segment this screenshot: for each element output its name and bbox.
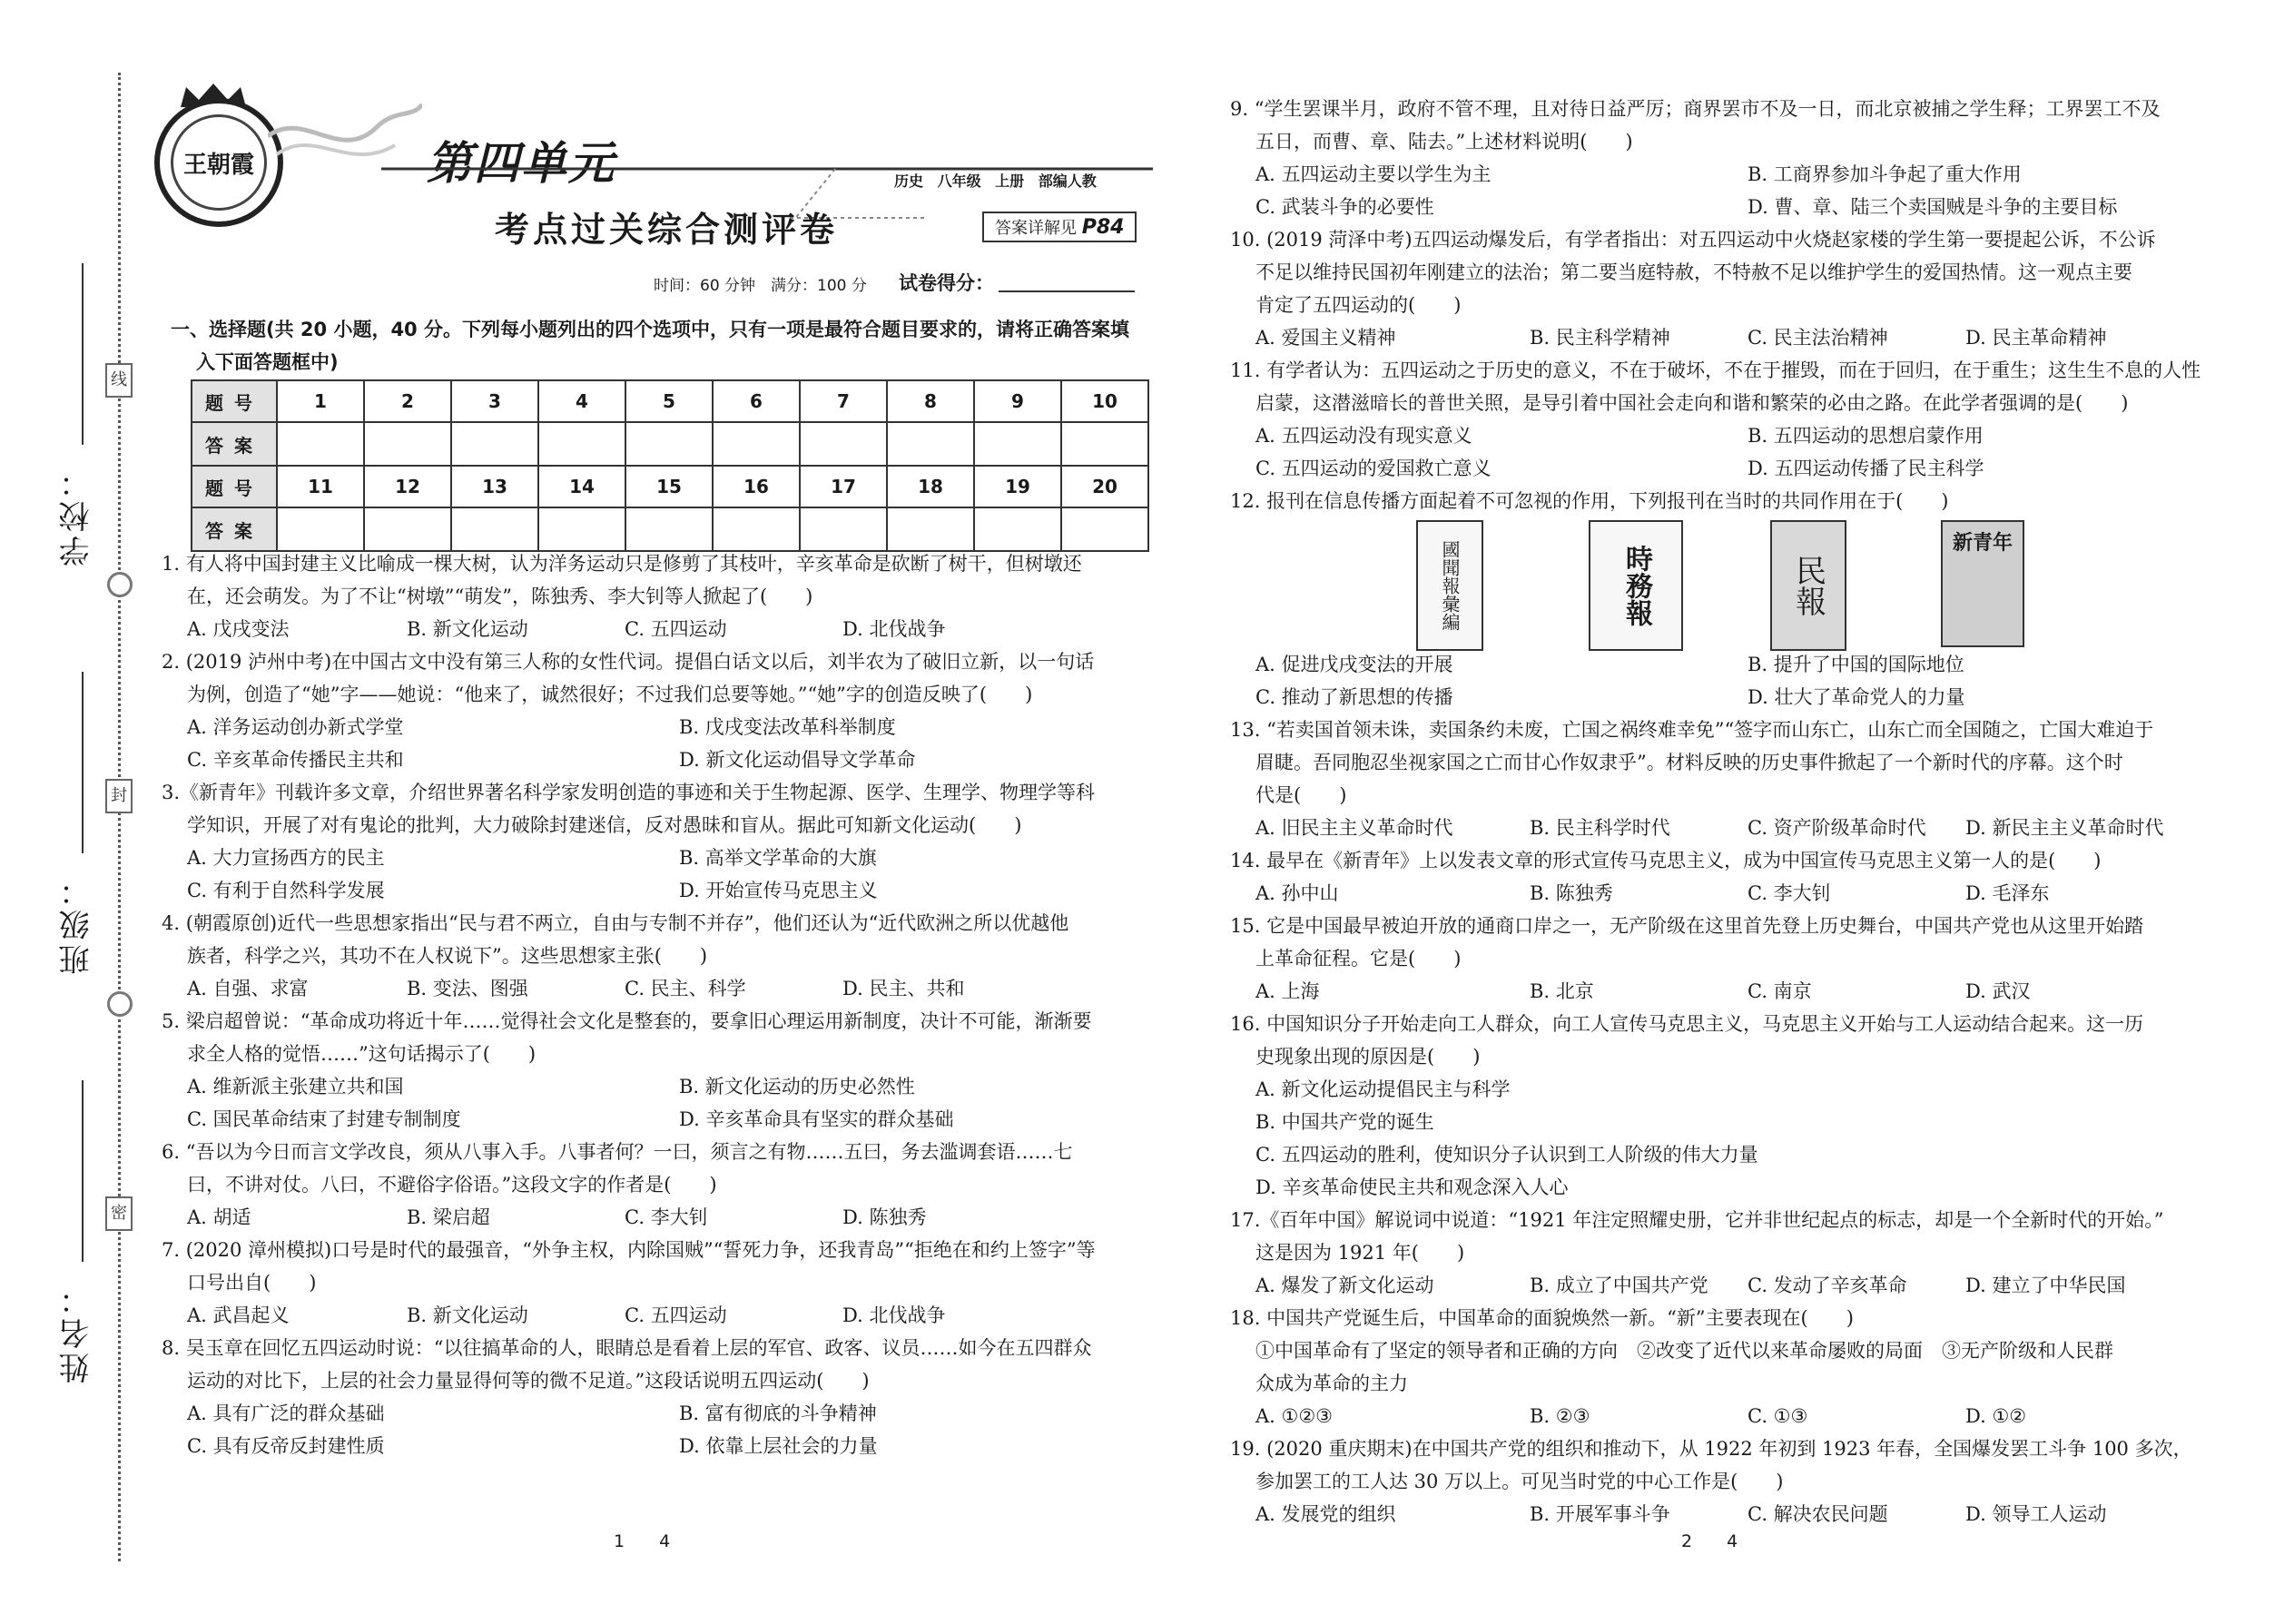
name-field-label: 姓名：: [59, 1280, 95, 1383]
options: [1230, 452, 2260, 485]
option[interactable]: A. 促进戊戌变法的开展: [1255, 654, 1453, 675]
option[interactable]: B. 新文化运动: [407, 1304, 528, 1326]
question-19: 19. (2020 重庆期末)在中国共产党的组织和推动下，从 1922 年初到 1923 年春，全国爆发罢工斗争 100 多次， 参加罢工的工人达 30 万以上。可见当时党的中心工作是( ): [1230, 1438, 2192, 1492]
option[interactable]: B. 民主科学时代: [1530, 817, 1670, 839]
answer-cell[interactable]: [277, 422, 364, 466]
question-7: 7. (2020 漳州模拟)口号是时代的最强音，“外争主权，内除国贼”“誓死力争，还我青岛”“拒绝在和约上签字”等 口号出自( ): [162, 1239, 1096, 1294]
answer-cell[interactable]: [974, 422, 1061, 466]
grid-label: 答案: [192, 422, 277, 466]
options: [1230, 1171, 2260, 1204]
option[interactable]: B. 五四运动的思想启蒙作用: [1748, 425, 1984, 447]
option[interactable]: D. 建立了中华民国: [1965, 1275, 2126, 1296]
question-15: 15. 它是中国最早被迫开放的通商口岸之一，无产阶级在这里首先登上历史舞台，中国共产党也从这里开始踏 上革命征程。它是( ): [1230, 915, 2144, 969]
grid-number: 9: [974, 380, 1061, 422]
school-field-label: 学校：: [59, 463, 95, 566]
grid-number: 16: [713, 466, 800, 507]
grid-number: 14: [538, 466, 625, 507]
answer-cell[interactable]: [625, 507, 713, 551]
options: [1230, 812, 2260, 844]
newspaper-guowen: 國聞報彙編: [1416, 520, 1483, 651]
left-column: [162, 547, 1187, 1462]
option[interactable]: A. 爆发了新文化运动: [1255, 1275, 1434, 1296]
cut-line: [118, 73, 121, 1561]
option[interactable]: A. 发展党的组织: [1255, 1503, 1396, 1525]
binding-strip: [0, 0, 136, 1624]
option[interactable]: D. 北伐战争: [842, 1304, 946, 1326]
option[interactable]: C. 解决农民问题: [1748, 1503, 1888, 1525]
option[interactable]: D. 民主、共和: [842, 978, 965, 999]
option[interactable]: D. 新民主主义革命时代: [1965, 817, 2164, 839]
score-blank: [999, 290, 1135, 292]
publisher-logo: [154, 98, 283, 227]
option[interactable]: A. 旧民主主义革命时代: [1255, 817, 1453, 839]
option[interactable]: A. 自强、求富: [187, 978, 309, 999]
option[interactable]: C. 辛亥革命传播民主共和: [187, 749, 404, 771]
options: [1230, 1073, 2260, 1106]
newspaper-xinqingnian: 新青年: [1941, 520, 2024, 647]
option[interactable]: D. ①②: [1965, 1405, 2027, 1427]
question-4: 4. (朝霞原创)近代一些思想家指出“民与君不两立，自由与专制不并存”，他们还认为“近代欧洲之所以优越他 族者，科学之兴，其功不在人权说下”。这些思想家主张( ): [162, 912, 1069, 967]
options: [1230, 158, 2260, 191]
option[interactable]: C. 五四运动的爱国救亡意义: [1255, 458, 1492, 479]
option[interactable]: D. 五四运动传播了民主科学: [1748, 458, 1984, 479]
question-6: 6. “吾以为今日而言文学改良，须从八事入手。八事者何？一曰，须言之有物……五曰，务去滥调套语……七 曰，不讲对仗。八曰，不避俗字俗语。”这段文字的作者是( ): [162, 1141, 1073, 1196]
grid-number: 20: [1061, 466, 1148, 507]
options: [162, 1299, 1187, 1332]
option[interactable]: C. 发动了辛亥革命: [1748, 1275, 1907, 1296]
option[interactable]: C. 资产阶级革命时代: [1748, 817, 1926, 839]
option[interactable]: D. 曹、章、陆三个卖国贼是斗争的主要目标: [1748, 196, 2118, 218]
option[interactable]: B. 民主科学精神: [1530, 327, 1670, 349]
option[interactable]: A. 戊戌变法: [187, 618, 290, 640]
logo-text: 王朝霞: [171, 114, 267, 211]
answer-cell[interactable]: [277, 507, 364, 551]
exam-subtitle: 考点过关综合测评卷: [495, 209, 839, 250]
answer-cell[interactable]: [451, 507, 538, 551]
option[interactable]: B. 变法、图强: [407, 978, 528, 999]
seal-char: 封: [105, 779, 133, 813]
answer-cell[interactable]: [713, 422, 800, 466]
question-17: 17.《百年中国》解说词中说道：“1921 年注定照耀史册，它并非世纪起点的标志，却是一个全新时代的开始。” 这是因为 1921 年( ): [1230, 1209, 2164, 1264]
option[interactable]: A. 武昌起义: [187, 1304, 290, 1326]
options: [162, 711, 1187, 743]
options: [1230, 681, 2260, 714]
page-number: 1 4: [614, 1531, 671, 1551]
option[interactable]: B. 梁启超: [407, 1206, 490, 1228]
answer-cell[interactable]: [538, 507, 625, 551]
grid-number: 10: [1061, 380, 1148, 422]
course-meta: 历史 八年级 上册 部编人教: [894, 172, 1097, 190]
options: [1230, 1106, 2260, 1138]
newspaper-shiwu: 時務報: [1589, 520, 1683, 651]
option[interactable]: C. 五四运动: [625, 1304, 727, 1326]
option[interactable]: B. 新文化运动的历史必然性: [679, 1076, 915, 1097]
options: [1230, 191, 2260, 223]
option[interactable]: C. 国民革命结束了封建专制制度: [187, 1108, 461, 1130]
grid-label: 题号: [192, 380, 277, 422]
option[interactable]: D. 开始宣传马克思主义: [679, 880, 878, 901]
question-3: 3.《新青年》刊载许多文章，介绍世界著名科学家发明创造的事迹和关于生物起源、医学、生理学、物理学等科 学知识，开展了对有鬼论的批判，大力破除封建迷信，反对愚昧和盲从。据此可知新文化运动( ): [162, 782, 1096, 836]
answer-grid: [191, 379, 1149, 552]
grid-answer-row: [192, 422, 1148, 466]
question-2: 2. (2019 泸州中考)在中国古文中没有第三人称的女性代词。提倡白话文以后，刘半农为了破旧立新，以一句话 为例，创造了“她”字——她说：“他来了，诚然很好；不过我们总要等她。”“她”字的创造反映了( ): [162, 651, 1095, 705]
score-label: 试卷得分：: [899, 272, 994, 294]
option[interactable]: C. 有利于自然科学发展: [187, 880, 385, 901]
grid-number: 19: [974, 466, 1061, 507]
option[interactable]: C. 李大钊: [625, 1206, 708, 1228]
question-5: 5. 梁启超曾说：“革命成功将近十年……觉得社会文化是整套的，要拿旧心理运用新制度，决计不可能，渐渐要 求全人格的觉悟……”这句话揭示了( ): [162, 1010, 1092, 1065]
grid-answer-row: [192, 507, 1148, 551]
option[interactable]: B. 开展军事斗争: [1530, 1503, 1670, 1525]
grid-number: 8: [887, 380, 974, 422]
option[interactable]: D. 依靠上层社会的力量: [679, 1435, 878, 1457]
option[interactable]: B. 陈独秀: [1530, 882, 1613, 904]
option[interactable]: A. 具有广泛的群众基础: [187, 1403, 385, 1424]
seal-char: 线: [105, 363, 133, 398]
answer-cell[interactable]: [538, 422, 625, 466]
option[interactable]: A. 洋务运动创办新式学堂: [187, 716, 404, 738]
right-column: [1230, 93, 2260, 1530]
options: [1230, 648, 2260, 681]
option[interactable]: A. 维新派主张建立共和国: [187, 1076, 404, 1097]
option[interactable]: B. 北京: [1530, 980, 1594, 1002]
answer-cell[interactable]: [625, 422, 713, 466]
answer-cell[interactable]: [364, 422, 451, 466]
options: [1230, 1269, 2260, 1302]
option[interactable]: C. 南京: [1748, 980, 1812, 1002]
answer-cell[interactable]: [713, 507, 800, 551]
option[interactable]: C. 五四运动的胜利，使知识分子认识到工人阶级的伟大力量: [1255, 1144, 1758, 1166]
grid-number: 4: [538, 380, 625, 422]
grid-number: 3: [451, 380, 538, 422]
grid-number: 15: [625, 466, 713, 507]
option[interactable]: D. 武汉: [1965, 980, 2031, 1002]
options: [1230, 1138, 2260, 1171]
grid-number: 2: [364, 380, 451, 422]
option[interactable]: A. 新文化运动提倡民主与科学: [1255, 1078, 1511, 1100]
question-16: 16. 中国知识分子开始走向工人群众，向工人宣传马克思主义，马克思主义开始与工人运动结合起来。这一历 史现象出现的原因是( ): [1230, 1013, 2144, 1068]
question-8: 8. 吴玉章在回忆五四运动时说：“以往搞革命的人，眼睛总是看着上层的军官、政客、议员……如今在五四群众 运动的对比下，上层的社会力量显得何等的微不足道。”这段话说明五四运动( ): [162, 1337, 1092, 1392]
options: [1230, 1400, 2260, 1432]
option[interactable]: D. 民主革命精神: [1965, 327, 2107, 349]
question-1: 1. 有人将中国封建主义比喻成一棵大树，认为洋务运动只是修剪了其枝叶，辛亥革命是砍断了树干，但树墩还 在，还会萌发。为了不让“树墩”“萌发”，陈独秀、李大钊等人掀起了( ): [162, 553, 1082, 607]
option[interactable]: A. 上海: [1255, 980, 1320, 1002]
time-score-info: 时间：60 分钟 满分：100 分: [654, 277, 867, 295]
option[interactable]: A. 爱国主义精神: [1255, 327, 1396, 349]
option[interactable]: D. 新文化运动倡导文学革命: [679, 749, 916, 771]
option[interactable]: D. 辛亥革命使民主共和观念深入人心: [1255, 1176, 1569, 1198]
unit-title: 第四单元: [427, 137, 615, 190]
grid-number-row: [192, 466, 1148, 507]
option[interactable]: C. 民主法治精神: [1748, 327, 1888, 349]
answer-ref-prefix: 答案详解见: [995, 219, 1077, 238]
option[interactable]: A. ①②③: [1255, 1405, 1333, 1427]
option[interactable]: C. 民主、科学: [625, 978, 746, 999]
question-18: 18. 中国共产党诞生后，中国革命的面貌焕然一新。“新”主要表现在( ) ①中国革命有了坚定的领导者和正确的方向 ②改变了近代以来革命屡败的局面 ③无产阶级和人民群 众成为革命的主力: [1230, 1307, 2113, 1394]
answer-cell[interactable]: [1061, 507, 1148, 551]
options: [162, 613, 1187, 645]
option[interactable]: B. 工商界参加斗争起了重大作用: [1748, 163, 2022, 185]
option[interactable]: C. 武装斗争的必要性: [1255, 196, 1434, 218]
option[interactable]: D. 陈独秀: [842, 1206, 927, 1228]
answer-ref-page: P84: [1081, 216, 1125, 239]
question-9: 9. “学生罢课半月，政府不管不理，且对待日益严厉；商界罢市不及一日，而北京被捕之学生释；工界罢工不及 五日，而曹、章、陆去。”上述材料说明( ): [1230, 98, 2161, 153]
question-10: 10. (2019 菏泽中考)五四运动爆发后，有学者指出：对五四运动中火烧赵家楼的学生第一要提起公诉，不公诉 不足以维持民国初年刚建立的法治；第二要当庭特赦，不特赦不足以维护学生的爱国热情。这一观点主要 肯定了五四运动的( ): [1230, 229, 2156, 316]
option[interactable]: A. 五四运动主要以学生为主: [1255, 163, 1492, 185]
answer-cell[interactable]: [451, 422, 538, 466]
answer-cell[interactable]: [364, 507, 451, 551]
newspaper-images: [1230, 517, 2260, 648]
option[interactable]: A. 大力宣扬西方的民主: [187, 847, 385, 869]
option[interactable]: B. 成立了中国共产党: [1530, 1275, 1708, 1296]
option[interactable]: B. 新文化运动: [407, 618, 528, 640]
answer-cell[interactable]: [1061, 422, 1148, 466]
question-12: 12. 报刊在信息传播方面起着不可忽视的作用，下列报刊在当时的共同作用在于( ): [1230, 490, 1949, 512]
question-11: 11. 有学者认为：五四运动之于历史的意义，不在于破坏，不在于摧毁，而在于回归，在于重生；这生生不息的人性 启蒙，这潜滋暗长的普世关照，是导引着中国社会走向和谐和繁荣的必由之路。在此学者强调的是( ): [1230, 359, 2201, 414]
section-title: 一、选择题(共 20 小题，40 分。下列每小题列出的四个选项中，只有一项是最符合题目要求的，请将正确答案填 入下面答题框中): [171, 319, 1129, 373]
options: [162, 743, 1187, 776]
option[interactable]: D. 领导工人运动: [1965, 1503, 2107, 1525]
options: [1230, 419, 2260, 452]
answer-cell[interactable]: [887, 422, 974, 466]
options: [162, 1430, 1187, 1462]
option[interactable]: B. 富有彻底的斗争精神: [679, 1403, 877, 1424]
options: [1230, 877, 2260, 910]
option[interactable]: D. 壮大了革命党人的力量: [1748, 686, 1965, 708]
options: [162, 1070, 1187, 1103]
grid-number: 18: [887, 466, 974, 507]
option[interactable]: A. 胡适: [187, 1206, 251, 1228]
option[interactable]: A. 五四运动没有现实意义: [1255, 425, 1472, 447]
option[interactable]: C. 推动了新思想的传播: [1255, 686, 1453, 708]
seal-char: 密: [105, 1196, 133, 1231]
school-field-line: [82, 263, 84, 445]
grid-label: 答案: [192, 507, 277, 551]
option[interactable]: B. 提升了中国的国际地位: [1748, 654, 1964, 675]
options: [162, 1103, 1187, 1136]
answer-cell[interactable]: [800, 422, 887, 466]
grid-number: 5: [625, 380, 713, 422]
grid-number: 1: [277, 380, 364, 422]
grid-number: 11: [277, 466, 364, 507]
option[interactable]: B. ②③: [1530, 1405, 1590, 1427]
answer-cell[interactable]: [800, 507, 887, 551]
grid-number: 7: [800, 380, 887, 422]
answer-cell[interactable]: [887, 507, 974, 551]
grid-number: 13: [451, 466, 538, 507]
answer-reference: [982, 212, 1137, 242]
option[interactable]: C. 具有反帝反封建性质: [187, 1435, 385, 1457]
option[interactable]: B. 中国共产党的诞生: [1255, 1111, 1434, 1133]
options: [162, 1397, 1187, 1430]
option[interactable]: C. 五四运动: [625, 618, 727, 640]
option[interactable]: D. 辛亥革命具有坚实的群众基础: [679, 1108, 954, 1130]
options: [1230, 1498, 2260, 1530]
option[interactable]: C. 李大钊: [1748, 882, 1831, 904]
options: [162, 972, 1187, 1005]
binding-hole: [107, 991, 133, 1017]
page-number: 2 4: [1681, 1531, 1738, 1551]
class-field-label: 班级：: [59, 871, 95, 975]
class-field-line: [82, 672, 84, 853]
options: [162, 874, 1187, 907]
binding-hole: [107, 572, 133, 597]
grid-number: 12: [364, 466, 451, 507]
grid-number-row: [192, 380, 1148, 422]
grid-number: 6: [713, 380, 800, 422]
question-14: 14. 最早在《新青年》上以发表文章的形式宣传马克思主义，成为中国宣传马克思主义第一人的是( ): [1230, 850, 2102, 871]
grid-number: 17: [800, 466, 887, 507]
option[interactable]: B. 高举文学革命的大旗: [679, 847, 877, 869]
option[interactable]: D. 毛泽东: [1965, 882, 2050, 904]
name-field-line: [82, 1080, 84, 1262]
option[interactable]: D. 北伐战争: [842, 618, 946, 640]
options: [162, 1201, 1187, 1234]
newspaper-minbao: 民報: [1770, 520, 1846, 651]
option[interactable]: A. 孙中山: [1255, 882, 1339, 904]
options: [162, 842, 1187, 874]
options: [1230, 975, 2260, 1008]
grid-label: 题号: [192, 466, 277, 507]
options: [1230, 321, 2260, 354]
option[interactable]: C. ①③: [1748, 1405, 1808, 1427]
answer-cell[interactable]: [974, 507, 1061, 551]
option[interactable]: B. 戊戌变法改革科举制度: [679, 716, 896, 738]
question-13: 13. “若卖国首领未诛，卖国条约未废，亡国之祸终难幸免”“签字而山东亡，山东亡而全国随之，亡国大难迫于 眉睫。吾同胞忍坐视家国之亡而甘心作奴隶乎”。材料反映的历史事件掀起了一个新时代的序幕。这个时 代是( ): [1230, 719, 2154, 806]
